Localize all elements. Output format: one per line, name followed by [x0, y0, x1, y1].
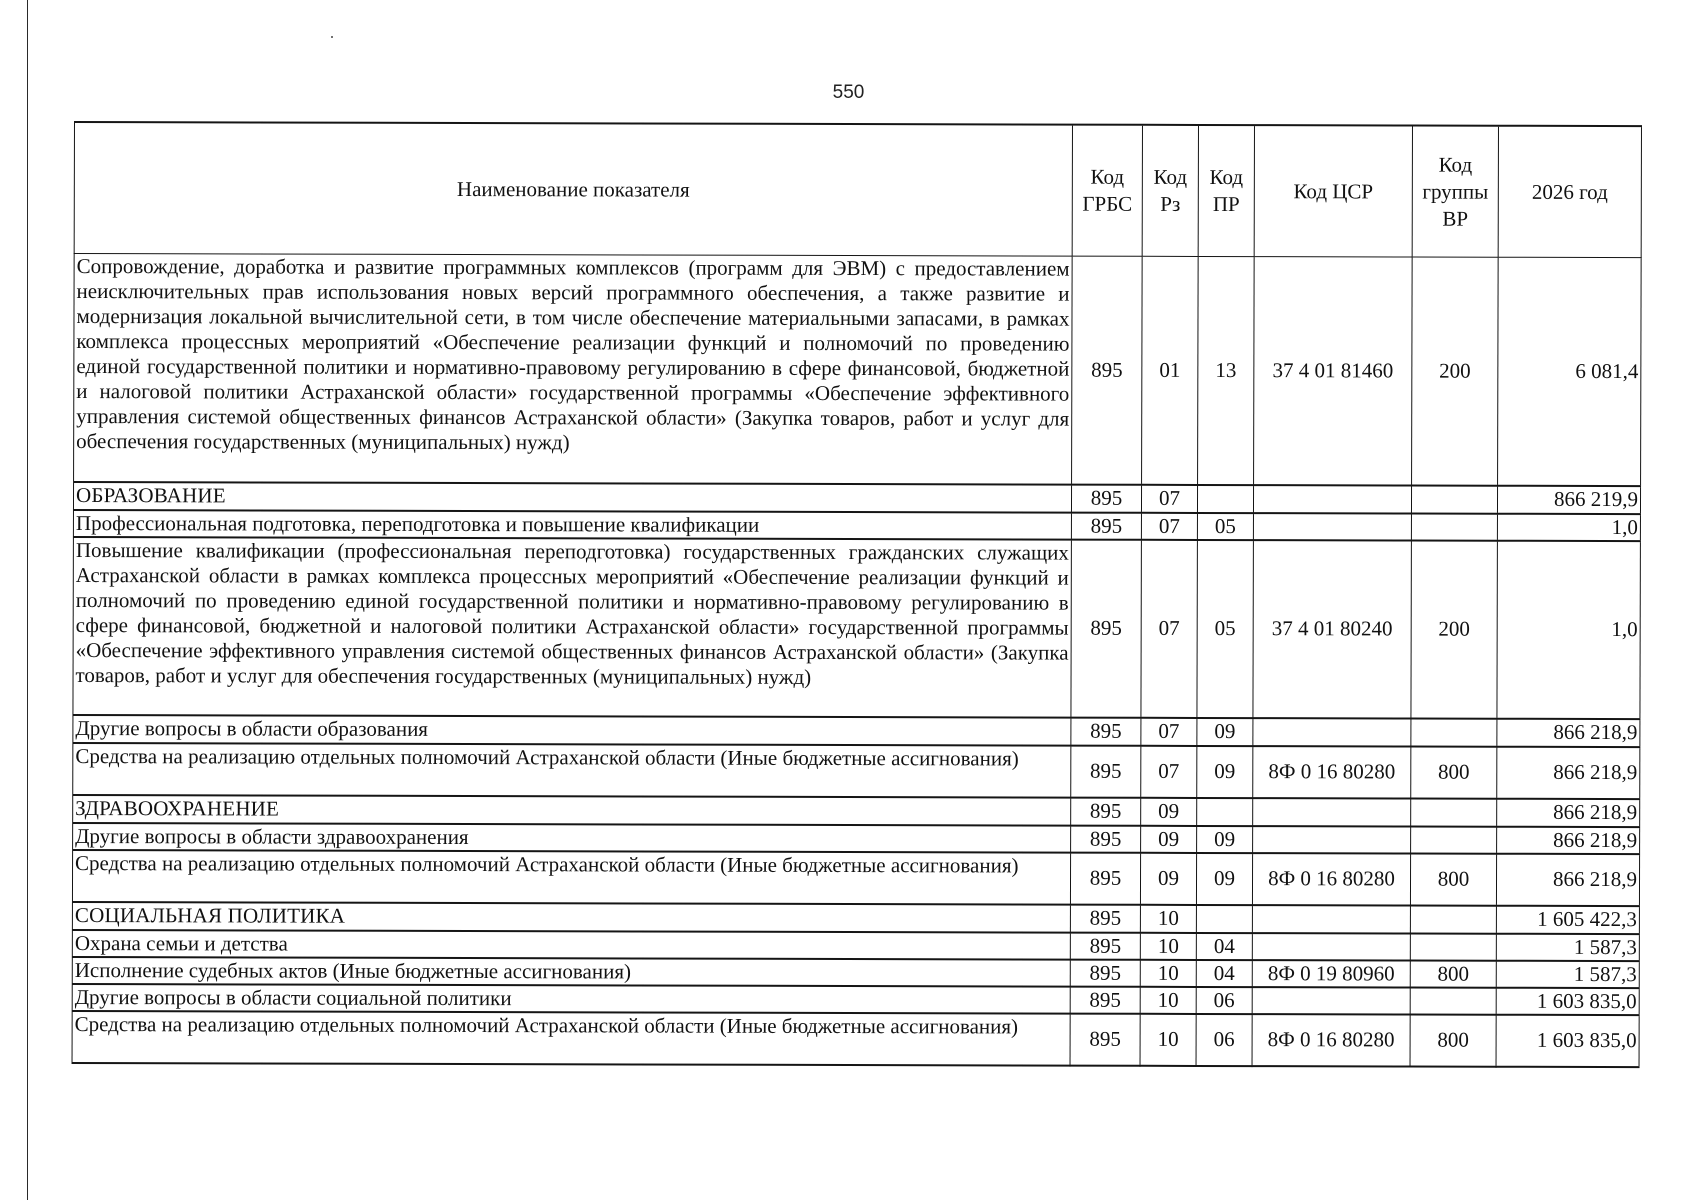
- row-grbs: 895: [1070, 904, 1140, 932]
- row-rz: 10: [1140, 959, 1196, 986]
- row-pr: 09: [1197, 825, 1253, 852]
- table-row: [73, 509, 1640, 540]
- row-csr: 8Ф 0 16 80280: [1253, 746, 1411, 798]
- row-csr: 37 4 01 81460: [1254, 257, 1413, 485]
- row-csr: 8Ф 0 16 80280: [1252, 853, 1410, 905]
- row-pr: 06: [1196, 986, 1252, 1013]
- budget-table: [72, 121, 1642, 1068]
- row-name: Средства на реализацию отдельных полномочий Астраханской области (Иные бюджетные ассигнования): [72, 849, 1070, 904]
- row-grbs: 895: [1071, 717, 1141, 745]
- row-amount: 866 219,9: [1497, 485, 1640, 513]
- row-amount: 6 081,4: [1498, 257, 1642, 485]
- row-rz: 01: [1142, 256, 1199, 484]
- table-row: [73, 536, 1640, 718]
- scan-speck: [331, 36, 333, 38]
- row-grbs: 895: [1071, 797, 1141, 825]
- row-pr: 04: [1196, 932, 1252, 959]
- row-vr: 200: [1412, 257, 1499, 485]
- row-grbs: 895: [1071, 539, 1141, 717]
- budget-table-container: [72, 121, 1642, 1068]
- table-row: [73, 794, 1640, 826]
- row-pr: 09: [1197, 717, 1253, 745]
- table-row: [72, 956, 1639, 987]
- header-rz: Код Рз: [1142, 125, 1198, 257]
- row-rz: 09: [1141, 825, 1197, 852]
- row-grbs: 895: [1071, 745, 1141, 797]
- row-name: Другие вопросы в области здравоохранения: [73, 822, 1071, 852]
- row-rz: 09: [1140, 852, 1196, 904]
- row-vr: [1411, 826, 1497, 853]
- row-pr: 06: [1196, 1013, 1252, 1065]
- page-number: 550: [832, 82, 865, 103]
- row-csr: 37 4 01 80240: [1253, 540, 1411, 718]
- row-vr: 800: [1411, 746, 1497, 798]
- row-name: СОЦИАЛЬНАЯ ПОЛИТИКА: [72, 901, 1070, 932]
- header-grbs: Код ГРБС: [1072, 125, 1142, 257]
- row-amount: 1 603 835,0: [1496, 1014, 1639, 1066]
- row-rz: 10: [1140, 904, 1196, 932]
- table-row: [72, 849, 1639, 905]
- row-name: ОБРАЗОВАНИЕ: [73, 482, 1071, 513]
- row-grbs: 895: [1071, 825, 1141, 852]
- table-row: [72, 901, 1639, 933]
- row-grbs: 895: [1070, 852, 1140, 904]
- row-amount: 866 218,9: [1497, 718, 1640, 746]
- row-vr: 800: [1410, 1014, 1496, 1066]
- row-rz: 10: [1140, 932, 1196, 959]
- row-vr: [1411, 798, 1497, 826]
- row-name: Повышение квалификации (профессиональная переподготовка) государственных гражданских служащих Астраханской области в рамках комплекса процессных мероприятий «Обеспечение реализации функций и полномочий по проведению единой государственной политики и нормативно-правовому регулированию в сфере финансовой, бюджетной и налоговой политики Астраханской области» государственной программы «Обеспечение эффективного управления системой общественных финансов Астраханской области» (Закупка товаров, работ и услуг для обеспечения государственных (муниципальных) нужд): [73, 536, 1071, 717]
- row-vr: 200: [1411, 540, 1497, 718]
- row-name: Сопровождение, доработка и развитие программных комплексов (программ для ЭВМ) с предоставлением неисключительных прав использования новых версий программного обеспечения, а также развитие и модернизация локальной вычислительной сети, в том числе обеспечение материальными запасами, в рамках комплекса процессных мероприятий «Обеспечение реализации функций и полномочий по проведению единой государственной политики и нормативно-правовому регулированию в сфере финансовой, бюджетной и налоговой политики Астраханской области» государственной программы «Обеспечение эффективного управления системой общественных финансов Астраханской области» (Закупка товаров, работ и услуг для обеспечения государственных (муниципальных) нужд): [74, 254, 1073, 485]
- row-csr: [1253, 513, 1411, 540]
- row-amount: 866 218,9: [1496, 853, 1639, 905]
- row-pr: 13: [1198, 256, 1255, 484]
- row-amount: 866 218,9: [1497, 746, 1640, 798]
- row-name: Другие вопросы в области социальной политики: [72, 983, 1070, 1013]
- row-rz: 09: [1141, 797, 1197, 825]
- row-pr: 04: [1196, 959, 1252, 986]
- row-vr: [1411, 485, 1497, 513]
- header-vr: Код группы ВР: [1412, 126, 1498, 258]
- row-csr: [1252, 933, 1410, 960]
- row-pr: [1196, 904, 1252, 932]
- row-name: Исполнение судебных актов (Иные бюджетные ассигнования): [72, 956, 1070, 986]
- header-pr: Код ПР: [1198, 125, 1254, 257]
- row-csr: 8Ф 0 16 80280: [1252, 1014, 1410, 1066]
- table-row: [73, 714, 1640, 746]
- row-csr: [1253, 485, 1411, 513]
- row-grbs: 895: [1071, 512, 1141, 539]
- row-vr: [1410, 933, 1496, 960]
- row-csr: [1253, 718, 1411, 746]
- row-csr: [1252, 987, 1410, 1014]
- table-row: [73, 482, 1640, 514]
- table-row: [73, 822, 1640, 853]
- row-name: Охрана семьи и детства: [72, 929, 1070, 959]
- row-amount: 1 587,3: [1496, 933, 1639, 960]
- table-row: [72, 1010, 1639, 1066]
- row-vr: [1410, 987, 1496, 1014]
- row-amount: 1 603 835,0: [1496, 987, 1639, 1014]
- row-vr: 800: [1410, 853, 1496, 905]
- row-amount: 866 218,9: [1497, 826, 1640, 853]
- left-margin-line: [27, 0, 28, 1200]
- row-vr: [1410, 905, 1496, 933]
- row-csr: [1252, 905, 1410, 933]
- row-rz: 10: [1140, 1013, 1196, 1065]
- row-amount: 1 587,3: [1496, 960, 1639, 987]
- row-grbs: 895: [1071, 484, 1141, 512]
- row-pr: [1197, 484, 1253, 512]
- row-name: Другие вопросы в области образования: [73, 714, 1071, 745]
- row-grbs: 895: [1070, 932, 1140, 959]
- row-rz: 07: [1141, 717, 1197, 745]
- row-rz: 10: [1140, 986, 1196, 1013]
- row-grbs: 895: [1070, 1013, 1140, 1065]
- row-amount: 1,0: [1497, 540, 1640, 718]
- row-vr: [1411, 513, 1497, 540]
- row-grbs: 895: [1070, 986, 1140, 1013]
- header-csr: Код ЦСР: [1254, 125, 1412, 257]
- row-csr: [1253, 798, 1411, 826]
- row-pr: 09: [1197, 745, 1253, 797]
- header-name: Наименование показателя: [74, 122, 1072, 256]
- row-amount: 1 605 422,3: [1496, 905, 1639, 933]
- row-rz: 07: [1141, 539, 1197, 717]
- row-amount: 1,0: [1497, 513, 1640, 540]
- row-name: Средства на реализацию отдельных полномочий Астраханской области (Иные бюджетные ассигнования): [72, 1010, 1070, 1065]
- row-amount: 866 218,9: [1497, 798, 1640, 826]
- row-name: Профессиональная подготовка, переподготовка и повышение квалификации: [73, 509, 1071, 539]
- row-rz: 07: [1141, 745, 1197, 797]
- table-body: [72, 254, 1641, 1067]
- table-header: [74, 122, 1641, 258]
- table-row: [72, 929, 1639, 960]
- header-year: 2026 год: [1498, 126, 1641, 258]
- table-row: [73, 742, 1640, 798]
- row-rz: 07: [1141, 484, 1197, 512]
- row-vr: 800: [1410, 960, 1496, 987]
- table-row: [74, 254, 1642, 486]
- row-pr: [1197, 797, 1253, 825]
- table-row: [72, 983, 1639, 1014]
- row-name: ЗДРАВООХРАНЕНИЕ: [73, 794, 1071, 825]
- row-vr: [1411, 718, 1497, 746]
- row-pr: 09: [1196, 852, 1252, 904]
- row-rz: 07: [1141, 512, 1197, 539]
- row-grbs: 895: [1070, 959, 1140, 986]
- row-name: Средства на реализацию отдельных полномочий Астраханской области (Иные бюджетные ассигнования): [73, 742, 1071, 797]
- row-grbs: 895: [1072, 256, 1143, 484]
- row-csr: 8Ф 0 19 80960: [1252, 960, 1410, 987]
- row-pr: 05: [1197, 512, 1253, 539]
- row-csr: [1253, 826, 1411, 853]
- row-pr: 05: [1197, 539, 1253, 717]
